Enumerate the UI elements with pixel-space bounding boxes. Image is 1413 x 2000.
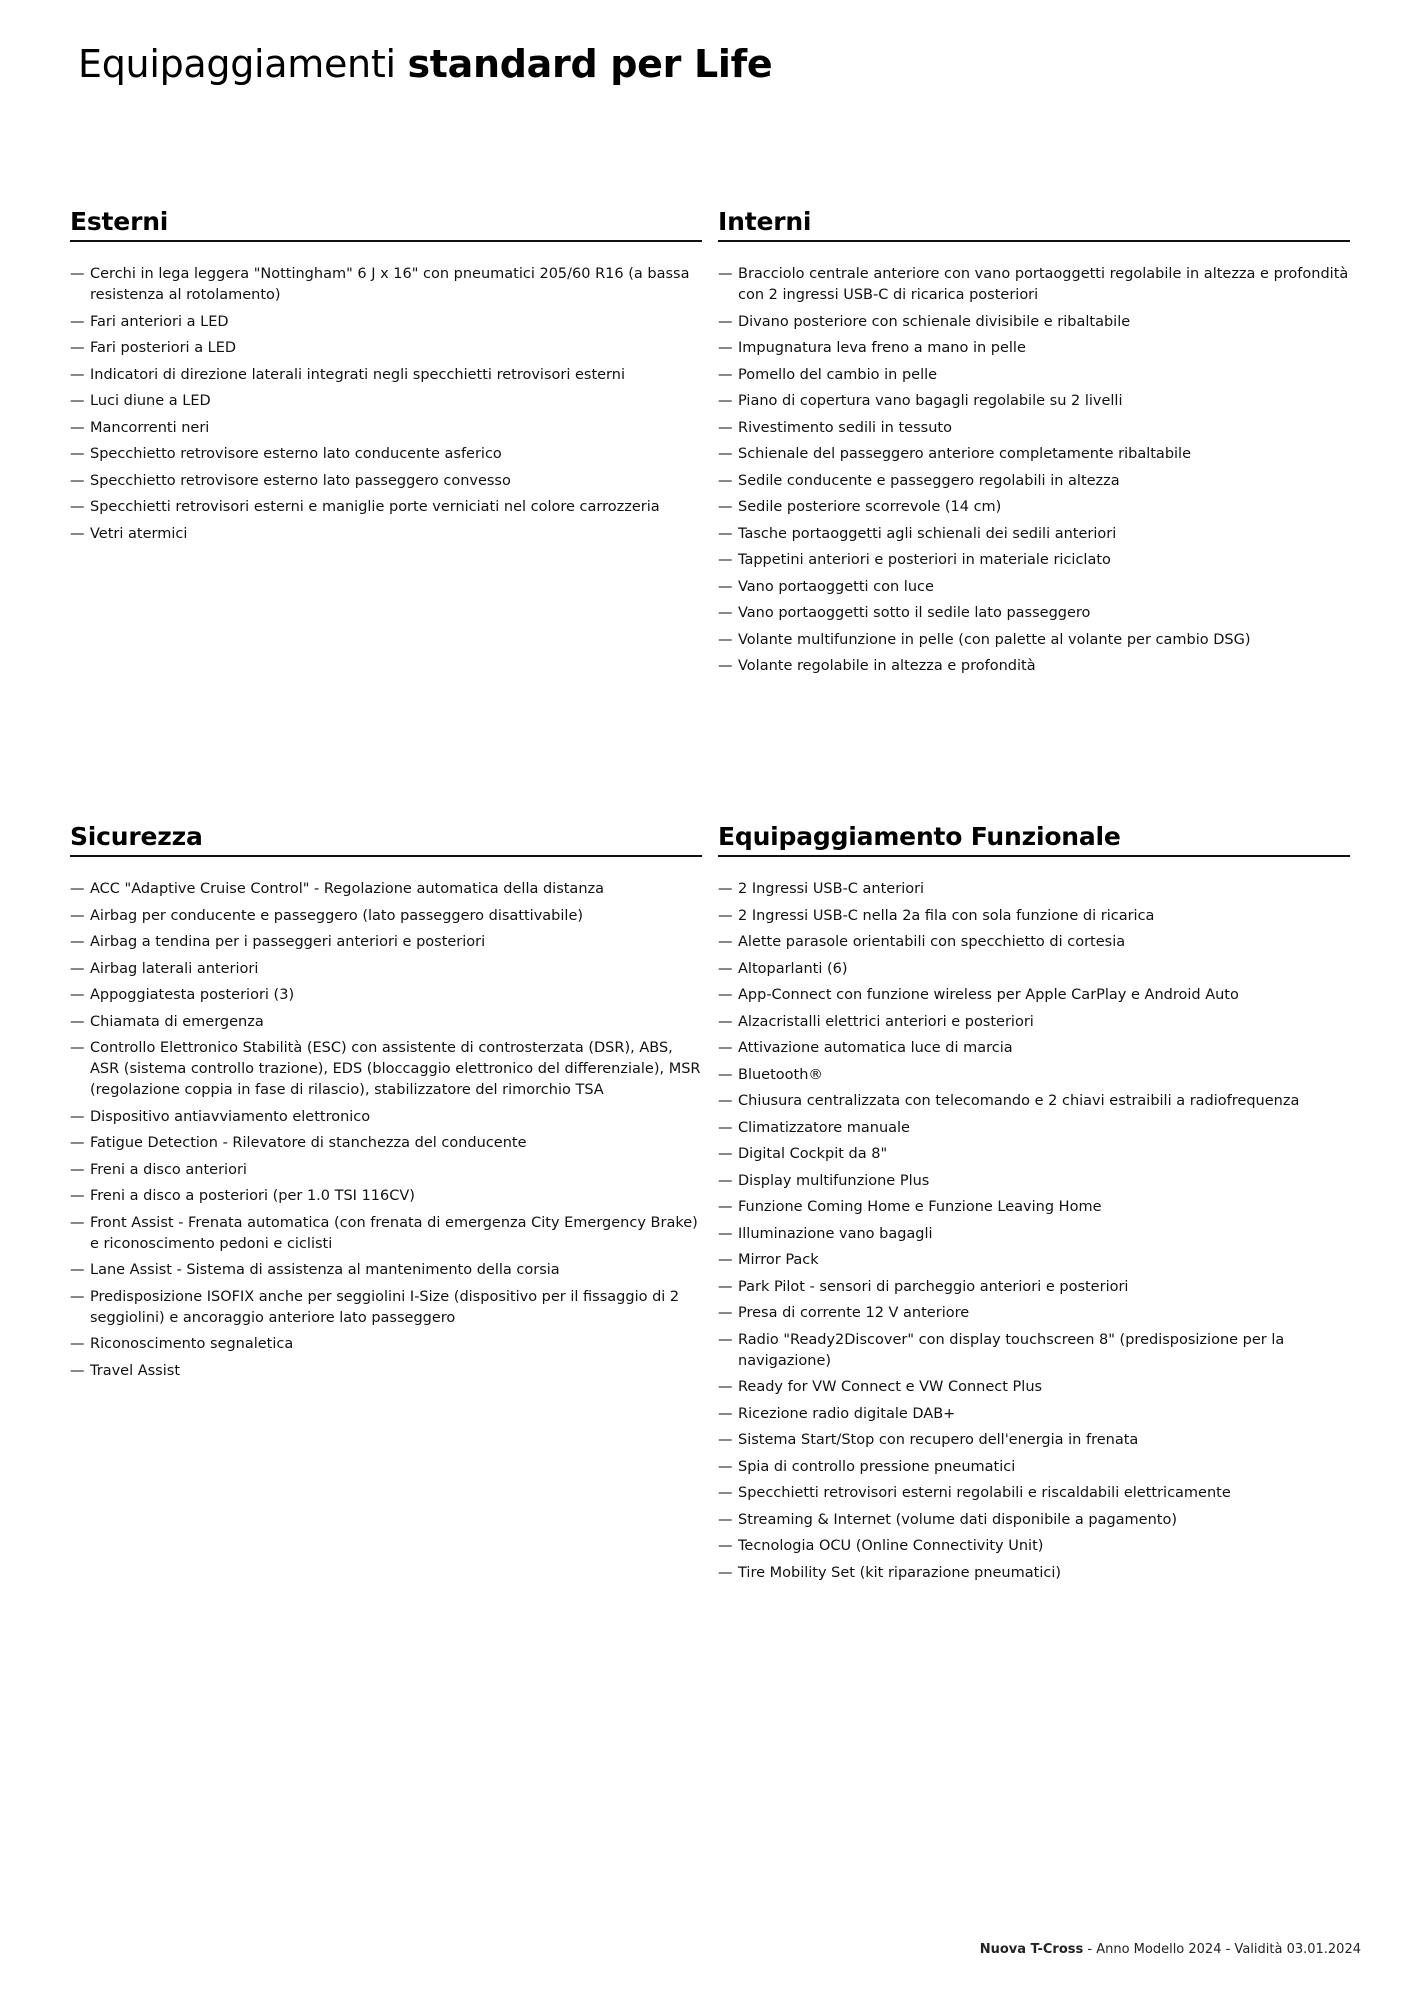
list-item bbox=[718, 1250, 1350, 1271]
list-item-text: Display multifunzione Plus bbox=[738, 1172, 930, 1189]
list-item bbox=[718, 1330, 1350, 1372]
list-item bbox=[718, 1303, 1350, 1324]
dash-bullet-icon: — bbox=[718, 1331, 733, 1348]
dash-bullet-icon: — bbox=[718, 1225, 733, 1242]
dash-bullet-icon: — bbox=[718, 987, 733, 1003]
list-item-text: Appoggiatesta posteriori (3) bbox=[90, 987, 295, 1003]
dash-bullet-icon: — bbox=[70, 987, 85, 1003]
list-item-text: Bluetooth® bbox=[738, 1066, 823, 1083]
list-item bbox=[718, 1065, 1350, 1086]
list-item bbox=[718, 338, 1350, 359]
list-item-text: Alette parasole orientabili con specchietto di cortesia bbox=[738, 934, 1126, 950]
dash-bullet-icon: — bbox=[718, 1252, 733, 1268]
list-item-text: Cerchi in lega leggera "Nottingham" 6 J x 16" con pneumatici 205/60 R16 (a bassa resistenza al rotolamento) bbox=[90, 266, 690, 303]
list-item bbox=[718, 1038, 1350, 1059]
list-item bbox=[718, 444, 1350, 465]
list-item bbox=[718, 1510, 1350, 1531]
list-item bbox=[70, 985, 702, 1006]
list-item bbox=[70, 264, 702, 306]
list-item bbox=[718, 1197, 1350, 1218]
list-item bbox=[70, 1107, 702, 1128]
list-item-text: Front Assist - Frenata automatica (con frenata di emergenza City Emergency Brake) e riconoscimento pedoni e ciclisti bbox=[90, 1214, 698, 1252]
dash-bullet-icon: — bbox=[718, 1278, 733, 1295]
list-item bbox=[718, 391, 1350, 412]
list-item-text: Volante multifunzione in pelle (con palette al volante per cambio DSG) bbox=[738, 631, 1251, 648]
list-item bbox=[70, 1260, 702, 1281]
dash-bullet-icon: — bbox=[70, 393, 85, 409]
dash-bullet-icon: — bbox=[718, 472, 733, 489]
footer-model: Nuova T-Cross bbox=[979, 1942, 1084, 1957]
list-item bbox=[718, 1144, 1350, 1165]
list-item-text: Riconoscimento segnaletica bbox=[90, 1336, 294, 1352]
dash-bullet-icon: — bbox=[70, 313, 85, 330]
dash-bullet-icon: — bbox=[718, 1119, 733, 1136]
list-item bbox=[718, 577, 1350, 598]
list-item-text: ACC "Adaptive Cruise Control" - Regolazione automatica della distanza bbox=[90, 881, 605, 897]
list-item-text: Impugnatura leva freno a mano in pelle bbox=[738, 340, 1026, 356]
dash-bullet-icon: — bbox=[70, 419, 85, 436]
list-item-text: Tasche portaoggetti agli schienali dei sedili anteriori bbox=[738, 525, 1117, 542]
dash-bullet-icon: — bbox=[718, 1405, 733, 1422]
list-item bbox=[70, 959, 702, 980]
list-item bbox=[70, 1133, 702, 1154]
dash-bullet-icon: — bbox=[70, 1362, 85, 1379]
list-item-text: 2 Ingressi USB-C anteriori bbox=[738, 881, 925, 897]
list-item-text: Ready for VW Connect e VW Connect Plus bbox=[738, 1379, 1043, 1395]
list-item-text: Volante regolabile in altezza e profondità bbox=[738, 658, 1036, 674]
dash-bullet-icon: — bbox=[70, 340, 85, 356]
list-item-text: Bracciolo centrale anteriore con vano portaoggetti regolabile in altezza e profondità con 2 ingressi USB-C di ricarica posteriori bbox=[738, 266, 1349, 303]
list-item bbox=[718, 879, 1350, 900]
list-item bbox=[718, 1277, 1350, 1298]
dash-bullet-icon: — bbox=[718, 552, 733, 568]
list-item-text: Vetri atermici bbox=[90, 525, 188, 542]
list-item bbox=[718, 932, 1350, 953]
list-item-text: Pomello del cambio in pelle bbox=[738, 366, 938, 383]
dash-bullet-icon: — bbox=[70, 499, 85, 515]
list-item-text: Airbag a tendina per i passeggeri anteriori e posteriori bbox=[90, 934, 486, 950]
list-item-text: Tappetini anteriori e posteriori in materiale riciclato bbox=[738, 552, 1111, 568]
dash-bullet-icon: — bbox=[718, 881, 733, 897]
list-item bbox=[70, 471, 702, 492]
list-item bbox=[718, 906, 1350, 927]
list-item bbox=[70, 1213, 702, 1255]
section-heading-interni: Interni bbox=[718, 207, 1350, 242]
list-item bbox=[70, 932, 702, 953]
list-item-text: App-Connect con funzione wireless per Apple CarPlay e Android Auto bbox=[738, 987, 1239, 1003]
dash-bullet-icon: — bbox=[70, 1135, 85, 1151]
list-item bbox=[718, 1118, 1350, 1139]
footer-details: - Anno Modello 2024 - Validità 03.01.2024 bbox=[1083, 1942, 1361, 1957]
dash-bullet-icon: — bbox=[70, 1108, 85, 1125]
list-item-text: Fari posteriori a LED bbox=[90, 340, 237, 356]
dash-bullet-icon: — bbox=[718, 1305, 733, 1321]
dash-bullet-icon: — bbox=[70, 525, 85, 542]
list-item-text: Dispositivo antiavviamento elettronico bbox=[90, 1108, 371, 1125]
item-list-esterni bbox=[70, 264, 702, 545]
dash-bullet-icon: — bbox=[718, 499, 733, 515]
list-item-text: Mirror Pack bbox=[738, 1252, 819, 1268]
dash-bullet-icon: — bbox=[718, 340, 733, 356]
list-item bbox=[70, 524, 702, 545]
list-item-text: Travel Assist bbox=[90, 1362, 181, 1379]
dash-bullet-icon: — bbox=[718, 578, 733, 595]
list-item bbox=[718, 1536, 1350, 1557]
dash-bullet-icon: — bbox=[70, 472, 85, 489]
dash-bullet-icon: — bbox=[70, 366, 85, 383]
list-item-text: Specchietti retrovisori esterni e maniglie porte verniciati nel colore carrozzeria bbox=[90, 499, 660, 515]
dash-bullet-icon: — bbox=[70, 446, 85, 462]
dash-bullet-icon: — bbox=[718, 907, 733, 924]
page-title-bold: standard per Life bbox=[407, 42, 773, 86]
dash-bullet-icon: — bbox=[718, 366, 733, 383]
list-item-text: Rivestimento sedili in tessuto bbox=[738, 419, 952, 436]
list-item-text: Airbag laterali anteriori bbox=[90, 960, 259, 977]
dash-bullet-icon: — bbox=[718, 1066, 733, 1083]
list-item bbox=[718, 312, 1350, 333]
section-esterni bbox=[70, 207, 702, 550]
list-item-text: Predisposizione ISOFIX anche per seggiolini I-Size (dispositivo per il fissaggio di 2 seggiolini) e ancoraggio anteriore lato passeggero bbox=[90, 1288, 680, 1326]
item-list-funzionale bbox=[718, 879, 1350, 1584]
dash-bullet-icon: — bbox=[70, 907, 85, 924]
dash-bullet-icon: — bbox=[718, 1199, 733, 1215]
list-item bbox=[70, 312, 702, 333]
item-list-sicurezza bbox=[70, 879, 702, 1382]
dash-bullet-icon: — bbox=[718, 1040, 733, 1056]
dash-bullet-icon: — bbox=[718, 1564, 733, 1581]
dash-bullet-icon: — bbox=[70, 1188, 85, 1204]
list-item-text: Specchietti retrovisori esterni regolabili e riscaldabili elettricamente bbox=[738, 1485, 1231, 1501]
list-item bbox=[70, 1012, 702, 1033]
list-item bbox=[718, 497, 1350, 518]
list-item-text: 2 Ingressi USB-C nella 2a fila con sola funzione di ricarica bbox=[738, 907, 1155, 924]
list-item-text: Sistema Start/Stop con recupero dell'energia in frenata bbox=[738, 1432, 1139, 1448]
dash-bullet-icon: — bbox=[718, 934, 733, 950]
dash-bullet-icon: — bbox=[718, 313, 733, 330]
list-item-text: Fari anteriori a LED bbox=[90, 313, 229, 330]
list-item bbox=[70, 444, 702, 465]
list-item bbox=[718, 656, 1350, 677]
section-heading-funzionale: Equipaggiamento Funzionale bbox=[718, 822, 1350, 857]
list-item-text: Alzacristalli elettrici anteriori e posteriori bbox=[738, 1013, 1034, 1030]
list-item-text: Indicatori di direzione laterali integrati negli specchietti retrovisori esterni bbox=[90, 366, 625, 383]
list-item-text: Presa di corrente 12 V anteriore bbox=[738, 1305, 970, 1321]
list-item-text: Attivazione automatica luce di marcia bbox=[738, 1040, 1013, 1056]
dash-bullet-icon: — bbox=[718, 266, 733, 282]
list-item bbox=[718, 1457, 1350, 1478]
dash-bullet-icon: — bbox=[70, 1288, 85, 1305]
list-item bbox=[718, 1483, 1350, 1504]
list-item bbox=[718, 264, 1350, 306]
list-item-text: Controllo Elettronico Stabilità (ESC) con assistente di controsterzata (DSR), ABS, ASR (sistema controllo trazione), EDS (bloccaggio elettronico del differenziale), MSR (regolazione coppia in fase di rilascio), stabilizzatore del rimorchio TSA bbox=[90, 1040, 701, 1098]
list-item-text: Chiamata di emergenza bbox=[90, 1013, 264, 1030]
list-item bbox=[70, 365, 702, 386]
list-item-text: Climatizzatore manuale bbox=[738, 1119, 910, 1136]
dash-bullet-icon: — bbox=[70, 1262, 85, 1278]
list-item bbox=[70, 1334, 702, 1355]
list-item bbox=[718, 365, 1350, 386]
list-item bbox=[70, 906, 702, 927]
list-item bbox=[70, 391, 702, 412]
list-item bbox=[718, 1012, 1350, 1033]
dash-bullet-icon: — bbox=[70, 960, 85, 977]
item-list-interni bbox=[718, 264, 1350, 677]
dash-bullet-icon: — bbox=[718, 1538, 733, 1554]
list-item bbox=[70, 879, 702, 900]
dash-bullet-icon: — bbox=[70, 266, 85, 282]
list-item-text: Mancorrenti neri bbox=[90, 419, 210, 436]
dash-bullet-icon: — bbox=[70, 1013, 85, 1030]
list-item-text: Altoparlanti (6) bbox=[738, 960, 848, 977]
list-item bbox=[718, 1224, 1350, 1245]
list-item bbox=[718, 603, 1350, 624]
list-item-text: Sedile conducente e passeggero regolabili in altezza bbox=[738, 472, 1120, 489]
list-item bbox=[70, 418, 702, 439]
list-item-text: Fatigue Detection - Rilevatore di stanchezza del conducente bbox=[90, 1135, 527, 1151]
list-item-text: Tire Mobility Set (kit riparazione pneumatici) bbox=[738, 1564, 1062, 1581]
dash-bullet-icon: — bbox=[718, 1146, 733, 1162]
dash-bullet-icon: — bbox=[70, 881, 85, 897]
list-item-text: Schienale del passeggero anteriore completamente ribaltabile bbox=[738, 446, 1192, 462]
list-item-text: Park Pilot - sensori di parcheggio anteriori e posteriori bbox=[738, 1278, 1129, 1295]
list-item-text: Streaming & Internet (volume dati disponibile a pagamento) bbox=[738, 1511, 1177, 1528]
dash-bullet-icon: — bbox=[718, 446, 733, 462]
list-item-text: Vano portaoggetti sotto il sedile lato passeggero bbox=[738, 605, 1091, 621]
section-interni bbox=[718, 207, 1350, 683]
list-item bbox=[70, 1038, 702, 1101]
dash-bullet-icon: — bbox=[718, 1172, 733, 1189]
dash-bullet-icon: — bbox=[718, 631, 733, 648]
list-item-text: Sedile posteriore scorrevole (14 cm) bbox=[738, 499, 1002, 515]
dash-bullet-icon: — bbox=[718, 658, 733, 674]
dash-bullet-icon: — bbox=[70, 1336, 85, 1352]
section-equipaggiamento-funzionale bbox=[718, 822, 1350, 1589]
list-item bbox=[70, 1186, 702, 1207]
list-item-text: Freni a disco anteriori bbox=[90, 1161, 247, 1178]
list-item-text: Illuminazione vano bagagli bbox=[738, 1225, 933, 1242]
list-item bbox=[718, 959, 1350, 980]
section-heading-esterni: Esterni bbox=[70, 207, 702, 242]
list-item bbox=[70, 1160, 702, 1181]
list-item bbox=[718, 630, 1350, 651]
dash-bullet-icon: — bbox=[718, 525, 733, 542]
dash-bullet-icon: — bbox=[718, 1485, 733, 1501]
list-item-text: Spia di controllo pressione pneumatici bbox=[738, 1458, 1016, 1475]
list-item-text: Piano di copertura vano bagagli regolabile su 2 livelli bbox=[738, 393, 1123, 409]
list-item-text: Tecnologia OCU (Online Connectivity Unit) bbox=[738, 1538, 1044, 1554]
dash-bullet-icon: — bbox=[718, 1013, 733, 1030]
list-item-text: Funzione Coming Home e Funzione Leaving Home bbox=[738, 1199, 1102, 1215]
list-item bbox=[718, 1171, 1350, 1192]
list-item bbox=[718, 1563, 1350, 1584]
list-item bbox=[718, 471, 1350, 492]
list-item bbox=[70, 1361, 702, 1382]
list-item bbox=[718, 1377, 1350, 1398]
dash-bullet-icon: — bbox=[718, 1511, 733, 1528]
dash-bullet-icon: — bbox=[70, 1040, 85, 1056]
list-item-text: Vano portaoggetti con luce bbox=[738, 578, 934, 595]
dash-bullet-icon: — bbox=[718, 960, 733, 977]
dash-bullet-icon: — bbox=[718, 1458, 733, 1475]
list-item bbox=[718, 418, 1350, 439]
dash-bullet-icon: — bbox=[70, 1214, 85, 1231]
dash-bullet-icon: — bbox=[70, 1161, 85, 1178]
dash-bullet-icon: — bbox=[718, 1379, 733, 1395]
list-item-text: Chiusura centralizzata con telecomando e 2 chiavi estraibili a radiofrequenza bbox=[738, 1093, 1300, 1109]
list-item bbox=[718, 524, 1350, 545]
list-item bbox=[70, 1287, 702, 1329]
list-item-text: Divano posteriore con schienale divisibile e ribaltabile bbox=[738, 313, 1131, 330]
page-title bbox=[78, 42, 772, 86]
dash-bullet-icon: — bbox=[70, 934, 85, 950]
list-item-text: Ricezione radio digitale DAB+ bbox=[738, 1405, 956, 1422]
list-item bbox=[718, 550, 1350, 571]
section-sicurezza bbox=[70, 822, 702, 1387]
dash-bullet-icon: — bbox=[718, 1432, 733, 1448]
dash-bullet-icon: — bbox=[718, 393, 733, 409]
list-item-text: Specchietto retrovisore esterno lato conducente asferico bbox=[90, 446, 502, 462]
list-item-text: Luci diune a LED bbox=[90, 393, 211, 409]
list-item-text: Specchietto retrovisore esterno lato passeggero convesso bbox=[90, 472, 511, 489]
list-item bbox=[718, 1404, 1350, 1425]
list-item bbox=[718, 1091, 1350, 1112]
list-item-text: Freni a disco a posteriori (per 1.0 TSI 116CV) bbox=[90, 1188, 415, 1204]
dash-bullet-icon: — bbox=[718, 605, 733, 621]
dash-bullet-icon: — bbox=[718, 1093, 733, 1109]
footer bbox=[980, 1942, 1361, 1957]
list-item bbox=[70, 338, 702, 359]
list-item-text: Digital Cockpit da 8" bbox=[738, 1146, 888, 1162]
list-item bbox=[718, 1430, 1350, 1451]
list-item bbox=[718, 985, 1350, 1006]
dash-bullet-icon: — bbox=[718, 419, 733, 436]
list-item-text: Lane Assist - Sistema di assistenza al mantenimento della corsia bbox=[90, 1262, 560, 1278]
section-heading-sicurezza: Sicurezza bbox=[70, 822, 702, 857]
list-item-text: Airbag per conducente e passeggero (lato passeggero disattivabile) bbox=[90, 907, 584, 924]
list-item-text: Radio "Ready2Discover" con display touchscreen 8" (predisposizione per la navigazione) bbox=[738, 1331, 1285, 1369]
list-item bbox=[70, 497, 702, 518]
page-title-light: Equipaggiamenti bbox=[78, 42, 396, 86]
